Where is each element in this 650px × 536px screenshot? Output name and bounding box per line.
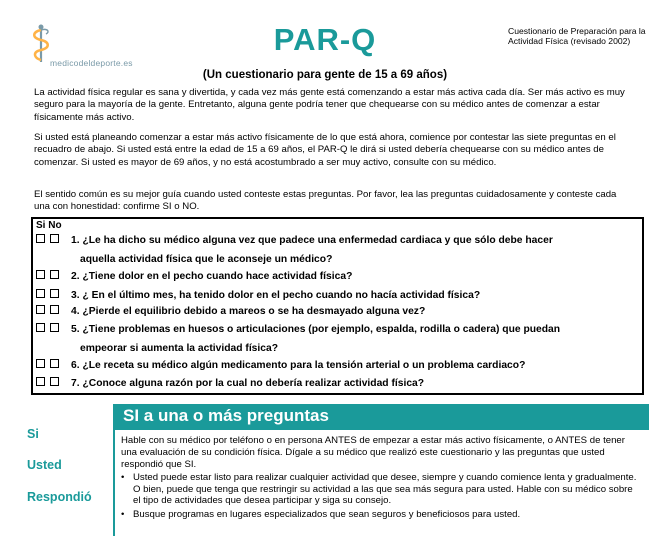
question-number: 5. xyxy=(71,324,80,335)
intro-paragraph-1: La actividad física regular es sana y divertida, y cada vez más gente está comenzando a estar más activa cada día. Ser más activo es muy seguro para la mayoría de la gente. Entretanto, alguna gente podría tener que chequearse con su médico antes de comenzar a estar físicamente más activo. xyxy=(34,87,625,123)
question-text-continued: empeorar si aumenta la actividad física? xyxy=(80,342,279,354)
logo-text: medicodeldeporte.es xyxy=(50,58,133,68)
checkbox-si[interactable] xyxy=(36,377,45,386)
section-divider xyxy=(113,430,115,536)
question-number: 6. xyxy=(71,360,80,371)
bullet-item: • Usted puede estar listo para realizar cualquier actividad que desee, siempre y cuando comience lenta y gradualmente. O bien, puede que tenga que restringir su actividad a las que sea más segura para usted. Hable con su médico sobre el tipo de actividades que desea participar y siga su consejo. xyxy=(121,472,641,507)
question-2 xyxy=(36,268,636,287)
checkbox-si[interactable] xyxy=(36,359,45,368)
questionnaire-note: Cuestionario de Preparación para la Actividad Física (revisado 2002) xyxy=(508,26,646,46)
question-1 xyxy=(36,232,636,269)
checkbox-si[interactable] xyxy=(36,305,45,314)
checkbox-no[interactable] xyxy=(50,323,59,332)
left-word-si: Si xyxy=(27,427,39,441)
question-number: 2. xyxy=(71,271,80,282)
question-4 xyxy=(36,303,636,322)
question-number: 1. xyxy=(71,235,80,246)
intro-paragraph-3: El sentido común es su mejor guía cuando usted conteste estas preguntas. Por favor, lea las preguntas cuidadosamente y conteste cada una con honestidad: confirme SI o NO. xyxy=(34,189,617,213)
checkbox-no[interactable] xyxy=(50,377,59,386)
checkbox-si[interactable] xyxy=(36,234,45,243)
result-banner xyxy=(113,404,649,430)
checkbox-si[interactable] xyxy=(36,323,45,332)
question-5 xyxy=(36,321,636,358)
question-6 xyxy=(36,357,636,376)
checkbox-no[interactable] xyxy=(50,359,59,368)
checkbox-si[interactable] xyxy=(36,270,45,279)
checkbox-no[interactable] xyxy=(50,270,59,279)
left-word-respondio: Respondió xyxy=(27,490,92,504)
intro-paragraph-2: Si usted está planeando comenzar a estar más activo físicamente de lo que está ahora, comience por contestar las siete preguntas en el recuadro de abajo. Si usted está entre la edad de 15 a 69 años, el PAR-Q le dirá si usted debería chequearse con su médico antes de comenzar. Si usted es mayor de 69 años, y no está acostumbrado a ser muy activo, consulte con su médico. xyxy=(34,132,616,168)
question-number: 7. xyxy=(71,378,80,389)
left-word-usted: Usted xyxy=(27,458,62,472)
checkbox-si[interactable] xyxy=(36,289,45,298)
question-text-continued: aquella actividad física que le aconseje un médico? xyxy=(80,253,333,265)
question-number: 4. xyxy=(71,306,80,317)
question-text: ¿Le ha dicho su médico alguna vez que padece una enfermedad cardiaca y que sólo debe hacer xyxy=(82,235,553,246)
result-banner-title: SI a una o más preguntas xyxy=(123,406,329,425)
question-7 xyxy=(36,375,636,394)
page-title: PAR-Q xyxy=(273,22,377,57)
question-text: ¿Tiene problemas en huesos o articulaciones (por ejemplo, espalda, rodilla o cadera) que puedan xyxy=(82,324,561,335)
checkbox-no[interactable] xyxy=(50,289,59,298)
question-text: ¿Tiene dolor en el pecho cuando hace actividad física? xyxy=(82,271,353,282)
question-text: ¿Le receta su médico algún medicamento para la tensión arterial o un problema cardiaco? xyxy=(82,360,526,371)
question-text: ¿Conoce alguna razón por la cual no debería realizar actividad física? xyxy=(82,378,425,389)
result-body: Hable con su médico por teléfono o en persona ANTES de empezar a estar más activo físicamente, o ANTES de tener una evaluación de su condición física. Dígale a su médico que realizó este cuestionario y las preguntas que usted respondió que SI. xyxy=(121,435,625,470)
checkbox-no[interactable] xyxy=(50,234,59,243)
question-number: 3. xyxy=(71,290,80,301)
bullet-item: • Busque programas en lugares especializados que sean seguros y beneficiosos para usted. xyxy=(121,509,641,521)
si-no-header: Si No xyxy=(36,220,62,231)
page-subtitle: (Un cuestionario para gente de 15 a 69 años) xyxy=(202,69,448,81)
result-bullets xyxy=(121,472,641,522)
question-text: ¿ En el último mes, ha tenido dolor en el pecho cuando no hacía actividad física? xyxy=(82,290,481,301)
question-text: ¿Pierde el equilibrio debido a mareos o se ha desmayado alguna vez? xyxy=(82,306,426,317)
checkbox-no[interactable] xyxy=(50,305,59,314)
